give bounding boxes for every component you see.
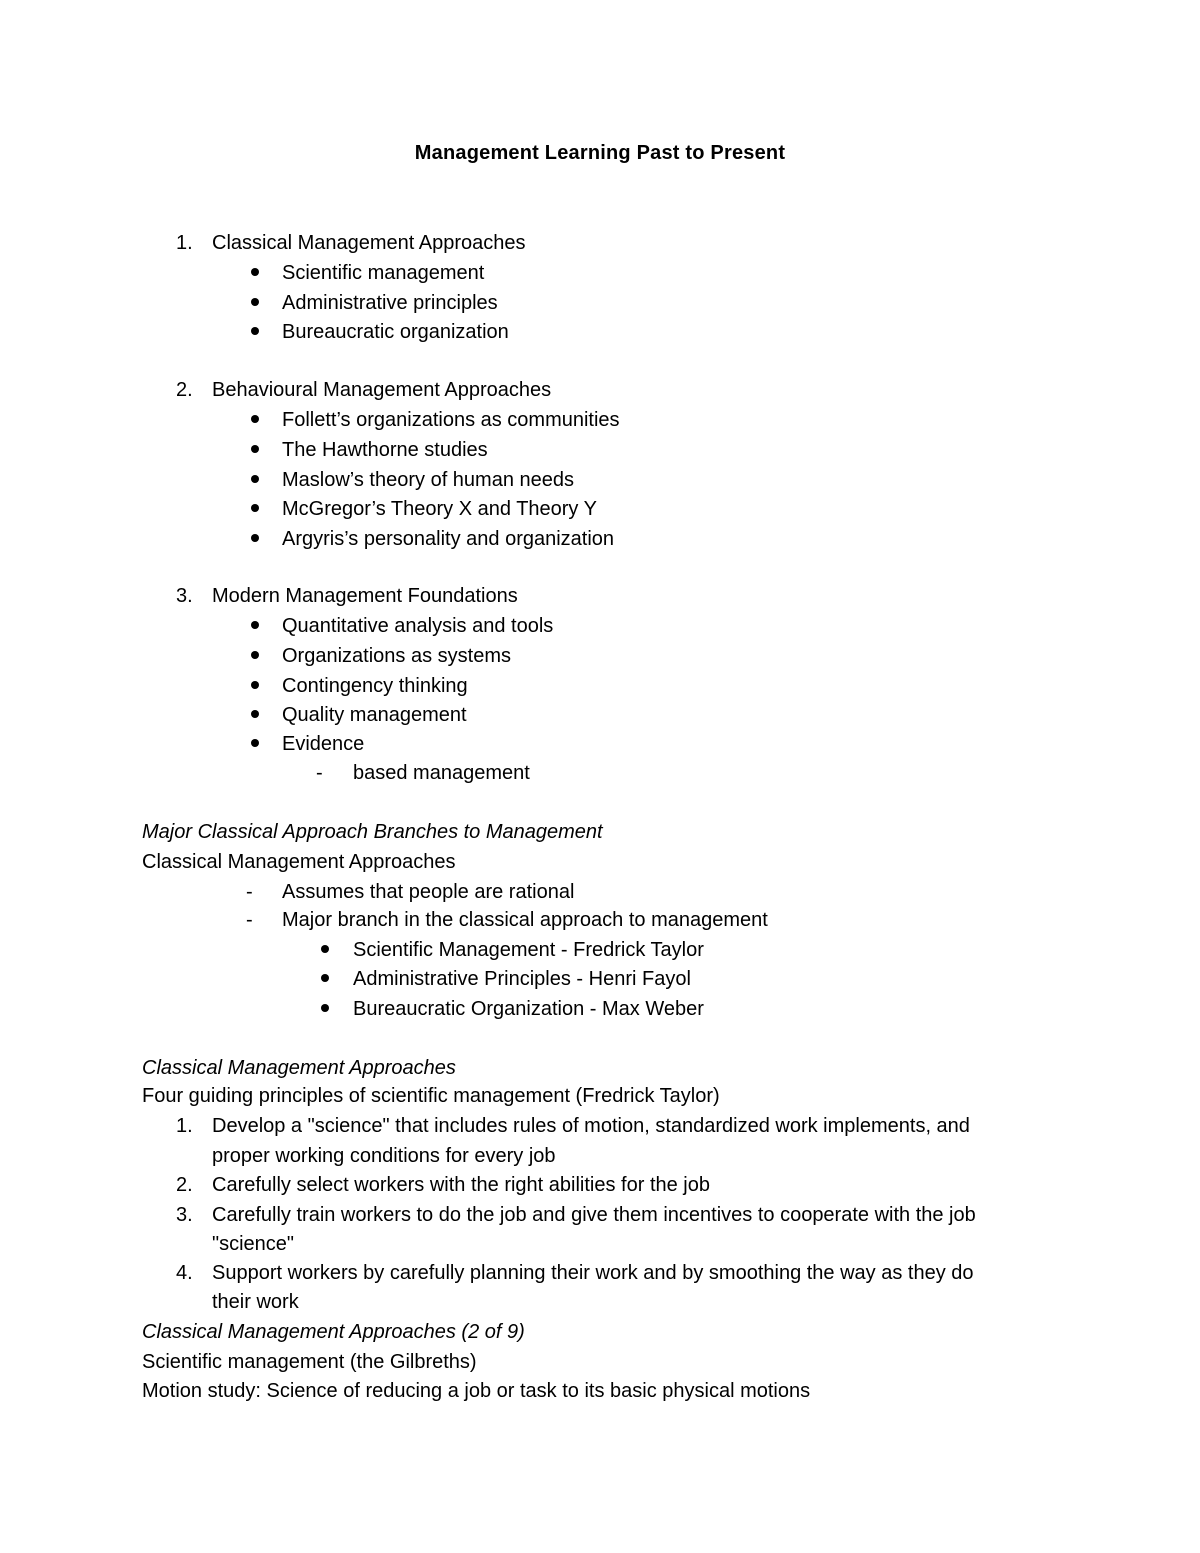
list-item: Argyris’s personality and organization [282,528,615,550]
list-item: Develop a "science" that includes rules of motion, standardized work implements, and [212,1115,970,1137]
section-heading: Classical Management Approaches [212,232,526,254]
list-item: Carefully select workers with the right abilities for the job [212,1174,710,1196]
list-number: 3. [176,585,193,607]
bullet-icon [251,327,259,335]
sub-list-item: based management [353,762,530,784]
list-item: Maslow’s theory of human needs [282,469,575,491]
dash-marker: - [246,909,253,931]
bullet-icon [321,974,329,982]
bullet-icon [251,268,259,276]
dash-marker: - [316,762,323,784]
list-number: 3. [176,1204,193,1226]
section-heading: Classical Management Approaches [142,1057,456,1079]
list-item: Bureaucratic organization [282,321,509,343]
bullet-icon [321,945,329,953]
dash-marker: - [246,881,253,903]
list-item: Assumes that people are rational [282,881,575,903]
list-item-continuation: "science" [212,1233,295,1255]
list-item: Administrative principles [282,292,498,314]
bullet-icon [251,504,259,512]
list-item: McGregor’s Theory X and Theory Y [282,498,597,520]
page-title: Management Learning Past to Present [414,142,786,164]
list-item: Quantitative analysis and tools [282,615,554,637]
bullet-icon [251,651,259,659]
bullet-icon [251,415,259,423]
bullet-icon [251,475,259,483]
list-item: Follett’s organizations as communities [282,409,620,431]
list-item: The Hawthorne studies [282,439,488,461]
list-item: Major branch in the classical approach to management [282,909,768,931]
bullet-icon [321,1004,329,1012]
intro-text: Four guiding principles of scientific management (Fredrick Taylor) [142,1085,720,1107]
list-item: Carefully train workers to do the job and give them incentives to cooperate with the job [212,1204,976,1226]
list-number: 4. [176,1262,193,1284]
list-number: 1. [176,232,193,254]
list-item: Scientific Management - Fredrick Taylor [353,939,704,961]
list-item: Administrative Principles - Henri Fayol [353,968,691,990]
list-item: Bureaucratic Organization - Max Weber [353,998,704,1020]
body-text: Motion study: Science of reducing a job or task to its basic physical motions [142,1380,811,1402]
section-heading: Major Classical Approach Branches to Management [142,821,603,843]
section-heading: Modern Management Foundations [212,585,518,607]
list-number: 2. [176,379,193,401]
section-heading: Behavioural Management Approaches [212,379,552,401]
list-number: 2. [176,1174,193,1196]
list-item: Quality management [282,704,467,726]
bullet-icon [251,681,259,689]
list-item: Scientific management [282,262,485,284]
list-item: Evidence [282,733,365,755]
bullet-icon [251,298,259,306]
list-item-continuation: proper working conditions for every job [212,1145,556,1167]
bullet-icon [251,739,259,747]
bullet-icon [251,534,259,542]
bullet-icon [251,710,259,718]
list-item: Contingency thinking [282,675,468,697]
list-item: Organizations as systems [282,645,511,667]
list-item: Support workers by carefully planning their work and by smoothing the way as they do [212,1262,974,1284]
body-text: Scientific management (the Gilbreths) [142,1351,477,1373]
bullet-icon [251,621,259,629]
bullet-icon [251,445,259,453]
section-heading: Classical Management Approaches (2 of 9) [142,1321,525,1343]
list-number: 1. [176,1115,193,1137]
subheading: Classical Management Approaches [142,851,456,873]
list-item-continuation: their work [212,1291,299,1313]
